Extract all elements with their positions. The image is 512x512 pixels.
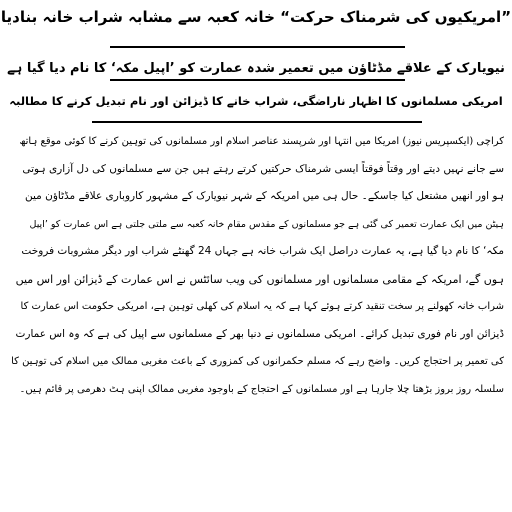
body-line: مکہ‘ کا نام دیا گیا ہے، یہ عمارت دراصل ایک شراب خانہ ہے جہاں 24 گھنٹے شراب اور دیگر مشروبات فروخت [21, 245, 504, 257]
headline-main: ”امریکیوں کی شرمناک حرکت“ خانہ کعبہ سے مشابہ شراب خانہ بنادیا [0, 8, 512, 26]
headline-divider [110, 46, 405, 48]
body-line: کراچی (ایکسپریس نیوز) امریکا میں انتہا اور شرپسند عناصر اسلام اور مسلمانوں کی توہین کرنے کا کوئی موقع ہاتھ [19, 136, 504, 147]
headline-sub-1: نیویارک کے علاقے مڈٹاؤن میں تعمیر شدہ عمارت کو ’اپیل مکہ‘ کا نام دیا گیا ہے [7, 61, 505, 76]
body-line: سلسلہ روز بروز بڑھتا چلا جارہا ہے اور مسلمانوں کے احتجاج کے باوجود مغربی ممالک اپنی ہٹ دھرمی پر قائم ہیں۔ [19, 383, 504, 395]
body-line: ہیٹن میں ایک عمارت تعمیر کی گئی ہے جو مسلمانوں کے مقدس مقام خانہ کعبہ سے ملتی جلتی ہے اس عمارت کو ’اپیل [29, 218, 504, 230]
body-line: ڈیزائن اور نام فوری تبدیل کرائے۔ امریکی مسلمانوں نے دنیا بھر کے مسلمانوں سے اپیل کی ہے کہ وہ اس عمارت [15, 327, 504, 340]
body-line: سے جانے نہیں دیتے اور وقتاً فوقتاً ایسی شرمناک حرکتیں کرتے رہتے ہیں جن سے مسلمانوں کی دل آزاری ہوتی [22, 162, 504, 175]
headline-divider [92, 121, 422, 123]
headline-sub-2: امریکی مسلمانوں کا اظہار ناراضگی، شراب خانے کا ڈیزائن اور نام تبدیل کرنے کا مطالبہ [9, 94, 503, 108]
article-body [8, 128, 504, 403]
body-line: ہوں گے، امریکہ کے مقامی مسلمانوں اور مسلمانوں کی ویب سائٹس نے اس عمارت کے ڈیزائن اور اس میں [15, 272, 504, 286]
headline-divider [110, 79, 405, 81]
body-line: ہو اور انھیں مشتعل کیا جاسکے۔ حال ہی میں امریکہ کے شہر نیویارک کے مشہور کاروباری علاقے مڈٹاؤن مین [25, 190, 504, 202]
body-line: کی تعمیر پر احتجاج کریں۔ واضح رہے کہ مسلم حکمرانوں کی کمزوری کے باعث مغربی ممالک میں اسلام کی توہین کا [11, 356, 504, 367]
body-line: شراب خانہ کھولنے پر سخت تنقید کرتے ہوئے کہا ہے کہ یہ اسلام کی کھلی توہین ہے، امریکی حکومت اس عمارت کا [20, 301, 504, 312]
